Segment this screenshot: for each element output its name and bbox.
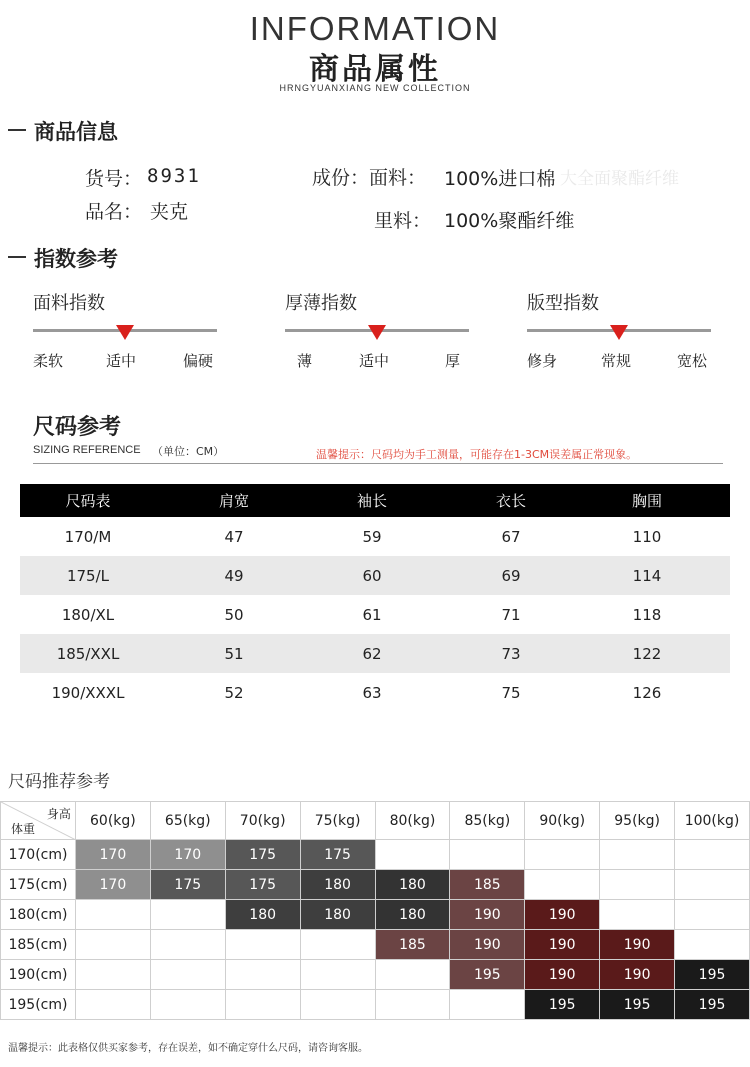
scale-label: 修身 [527,352,558,370]
faint-overlay-text: 大全面聚酯纤维 [560,169,679,189]
height-header: 185(cm) [1,930,76,960]
scale-label: 常规 [601,352,632,370]
size-table-header-cell: 胸围 [631,492,662,510]
recommend-cell [375,840,450,870]
weight-header: 60(kg) [75,802,150,840]
recommend-cell [600,900,675,930]
size-table-cell: 180/XL [61,605,115,624]
corner-height-label: 身高 [46,807,71,821]
size-table-cell: 63 [362,683,382,702]
item-no-value: 8931 [147,165,201,187]
weight-header: 65(kg) [150,802,225,840]
height-header: 180(cm) [1,900,76,930]
scale-label: 薄 [297,352,313,370]
index-ref-section-title: 指数参考 [8,243,118,273]
recommend-cell: 170 [150,840,225,870]
size-table-cell: 122 [632,644,662,663]
recommend-cell: 175 [150,870,225,900]
recommend-cell [75,990,150,1020]
fabric-value: 100%进口棉 [444,168,556,190]
size-table-row [20,634,730,673]
recommend-cell [75,930,150,960]
recommend-cell: 195 [525,990,600,1020]
size-table-cell: 47 [224,527,244,546]
size-table-cell: 49 [224,566,244,585]
scale-label: 宽松 [677,352,708,370]
dash-icon [8,129,26,131]
recommend-cell: 190 [525,930,600,960]
recommend-cell: 190 [600,930,675,960]
recommend-cell: 195 [450,960,525,990]
size-table-cell: 71 [501,605,521,624]
size-table-cell: 67 [501,527,521,546]
size-ref-subtitle: SIZING REFERENCE [33,444,141,456]
size-table-cell: 126 [632,683,662,702]
lining-label: 里料： [374,210,432,232]
recommend-cell: 180 [375,870,450,900]
size-table-cell: 52 [224,683,244,702]
recommend-cell [675,870,750,900]
recommend-cell [150,900,225,930]
size-table-cell: 190/XXXL [51,683,125,702]
scale-label: 柔软 [33,352,64,370]
recommend-cell: 170 [75,870,150,900]
size-table-cell: 51 [224,644,244,663]
size-table-cell: 61 [362,605,382,624]
recommend-cell [75,960,150,990]
recommend-cell [675,840,750,870]
lining-value: 100%聚酯纤维 [444,210,575,232]
recommend-cell [225,930,300,960]
size-table-row [20,673,730,712]
size-table-header-cell: 尺码表 [65,492,111,510]
weight-header: 90(kg) [525,802,600,840]
weight-header: 100(kg) [675,802,750,840]
size-table-row [20,556,730,595]
size-table-header-cell: 衣长 [495,492,526,510]
recommend-cell: 190 [450,900,525,930]
size-ref-title: 尺码参考 [33,415,122,440]
size-table-cell: 73 [501,644,521,663]
recommend-cell: 175 [225,870,300,900]
recommend-cell [450,990,525,1020]
scale-label: 适中 [359,352,390,370]
scale-marker-icon [610,325,628,340]
size-table-header-cell: 袖长 [356,492,387,510]
recommend-cell [225,960,300,990]
dash-icon [8,256,26,258]
scale-title: 厚薄指数 [285,293,357,314]
height-header: 170(cm) [1,840,76,870]
height-header: 190(cm) [1,960,76,990]
size-table-cell: 60 [362,566,382,585]
recommend-cell [300,960,375,990]
header-english-title: INFORMATION [249,10,501,47]
recommend-cell: 175 [225,840,300,870]
size-table-header-cell: 肩宽 [218,492,249,510]
scale-label: 适中 [106,352,137,370]
scale-label: 厚 [445,352,461,370]
recommend-cell: 185 [450,870,525,900]
recommend-cell: 190 [525,960,600,990]
product-info-section-title: 商品信息 [8,116,118,146]
recommend-cell: 190 [600,960,675,990]
recommend-cell [450,840,525,870]
header-subtitle: HRNGYUANXIANG NEW COLLECTION [279,83,471,93]
composition-label: 成份：面料： [312,167,427,189]
table-corner [1,802,76,840]
size-table-cell: 185/XXL [56,644,120,663]
size-table-cell: 75 [501,683,521,702]
size-table-row [20,595,730,634]
size-table-cell: 110 [632,527,662,546]
scale-title: 面料指数 [33,293,105,314]
recommend-cell [375,960,450,990]
recommend-cell [375,990,450,1020]
weight-header: 80(kg) [375,802,450,840]
recommend-cell [150,930,225,960]
weight-header: 85(kg) [450,802,525,840]
recommend-cell: 195 [600,990,675,1020]
divider [33,463,723,464]
size-ref-warning: 温馨提示：尺码均为手工测量，可能存在1-3CM误差属正常现象。 [316,448,638,461]
weight-header: 70(kg) [225,802,300,840]
recommend-cell: 190 [450,930,525,960]
item-no-label: 货号： [85,168,143,190]
recommend-cell: 195 [675,960,750,990]
height-header: 175(cm) [1,870,76,900]
recommend-cell: 180 [300,870,375,900]
header-chinese-title: 商品属性 [309,52,441,87]
recommend-title: 尺码推荐参考 [8,772,110,792]
size-table-cell: 50 [224,605,244,624]
recommend-cell [525,840,600,870]
size-table-header [20,484,730,517]
recommend-cell [225,990,300,1020]
size-table-cell: 175/L [66,566,110,585]
recommend-cell: 180 [300,900,375,930]
height-header: 195(cm) [1,990,76,1020]
recommend-cell [300,990,375,1020]
item-name-label: 品名： [85,201,143,223]
recommend-cell [150,960,225,990]
recommend-cell [600,870,675,900]
recommend-cell: 170 [75,840,150,870]
recommend-cell [75,900,150,930]
size-table-cell: 170/M [64,527,112,546]
recommend-cell: 185 [375,930,450,960]
recommend-cell: 175 [300,840,375,870]
size-table-cell: 118 [632,605,662,624]
size-table-cell: 62 [362,644,382,663]
footer-note: 温馨提示：此表格仅供买家参考，存在误差，如不确定穿什么尺码，请咨询客服。 [8,1043,368,1054]
recommend-cell [600,840,675,870]
recommend-cell [525,870,600,900]
recommend-cell [150,990,225,1020]
recommend-table [0,801,750,1020]
size-table-row [20,517,730,556]
recommend-cell [675,900,750,930]
recommend-cell: 195 [675,990,750,1020]
weight-header: 75(kg) [300,802,375,840]
recommend-cell [300,930,375,960]
size-table-cell: 59 [362,527,382,546]
size-table-cell: 69 [501,566,521,585]
recommend-cell [675,930,750,960]
recommend-cell: 180 [225,900,300,930]
size-ref-unit: （单位：CM） [152,445,225,458]
size-table-cell: 114 [632,566,662,585]
size-table [20,484,730,712]
weight-header: 95(kg) [600,802,675,840]
item-name-value: 夹克 [150,201,189,223]
scale-marker-icon [368,325,386,340]
recommend-cell: 190 [525,900,600,930]
recommend-cell: 180 [375,900,450,930]
corner-weight-label: 体重 [11,822,36,836]
scale-title: 版型指数 [527,293,599,314]
scale-label: 偏硬 [183,352,214,370]
scale-marker-icon [116,325,134,340]
